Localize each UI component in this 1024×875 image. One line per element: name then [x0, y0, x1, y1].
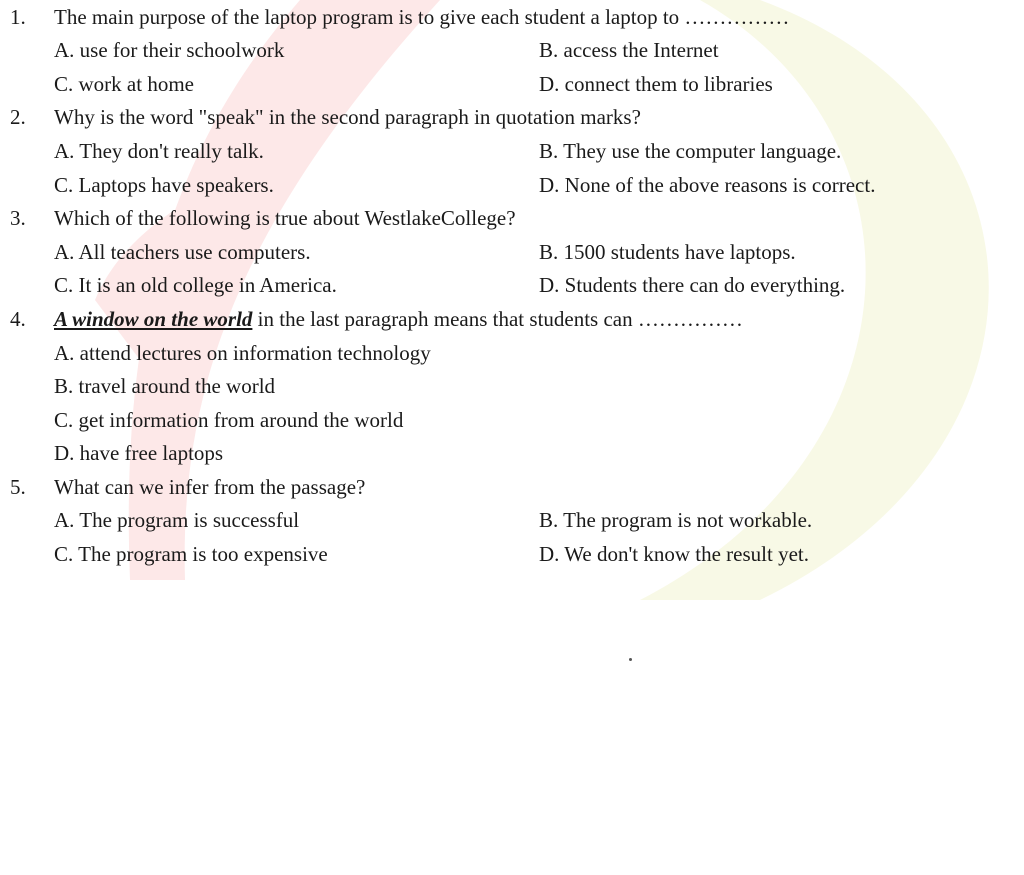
question-3-options-row-1: [0, 237, 1024, 267]
option-b: B. They use the computer language.: [539, 139, 842, 163]
option-a: A. All teachers use computers.: [54, 240, 311, 264]
question-4-option-a-row: [0, 338, 1024, 368]
option-b: B. access the Internet: [539, 38, 719, 62]
question-1-options-row-2: [0, 69, 1024, 99]
option-b: B. travel around the world: [54, 374, 276, 398]
option-c: C. work at home: [54, 72, 194, 96]
question-4: [0, 304, 1024, 334]
question-text: What can we infer from the passage?: [54, 475, 366, 499]
emphasized-phrase: A window on the world: [54, 307, 253, 331]
question-1: [0, 2, 1024, 32]
question-5-options-row-2: [0, 539, 1024, 569]
option-c: C. The program is too expensive: [54, 542, 328, 566]
option-c: C. It is an old college in America.: [54, 273, 337, 297]
question-number: 5.: [10, 475, 26, 499]
option-d: D. None of the above reasons is correct.: [539, 173, 876, 197]
option-a: A. attend lectures on information technology: [54, 341, 431, 365]
question-number: 4.: [10, 307, 26, 331]
option-d: D. We don't know the result yet.: [539, 542, 809, 566]
stray-dot: [629, 658, 632, 661]
question-number: 2.: [10, 105, 26, 129]
question-3: [0, 203, 1024, 233]
option-a: A. use for their schoolwork: [54, 38, 285, 62]
question-number: 1.: [10, 5, 26, 29]
option-c: C. get information from around the world: [54, 408, 404, 432]
question-4-option-c-row: [0, 405, 1024, 435]
option-d: D. connect them to libraries: [539, 72, 773, 96]
question-3-options-row-2: [0, 270, 1024, 300]
question-5: [0, 472, 1024, 502]
option-d: D. have free laptops: [54, 441, 224, 465]
option-a: A. The program is successful: [54, 508, 300, 532]
question-4-option-b-row: [0, 371, 1024, 401]
option-b: B. The program is not workable.: [539, 508, 813, 532]
option-d: D. Students there can do everything.: [539, 273, 846, 297]
question-5-options-row-1: [0, 505, 1024, 535]
question-2-options-row-2: [0, 170, 1024, 200]
question-text: Which of the following is true about WestlakeCollege?: [54, 206, 516, 230]
question-4-option-d-row: [0, 438, 1024, 468]
question-1-options-row-1: [0, 35, 1024, 65]
question-2-options-row-1: [0, 136, 1024, 166]
option-c: C. Laptops have speakers.: [54, 173, 274, 197]
option-a: A. They don't really talk.: [54, 139, 264, 163]
question-text: The main purpose of the laptop program is to give each student a laptop to ……………: [54, 5, 790, 29]
question-2: [0, 102, 1024, 132]
question-text: [54, 304, 743, 334]
question-number: 3.: [10, 206, 26, 230]
question-text-rest: in the last paragraph means that students can ……………: [252, 307, 743, 331]
question-text: Why is the word "speak" in the second paragraph in quotation marks?: [54, 105, 641, 129]
option-b: B. 1500 students have laptops.: [539, 240, 796, 264]
